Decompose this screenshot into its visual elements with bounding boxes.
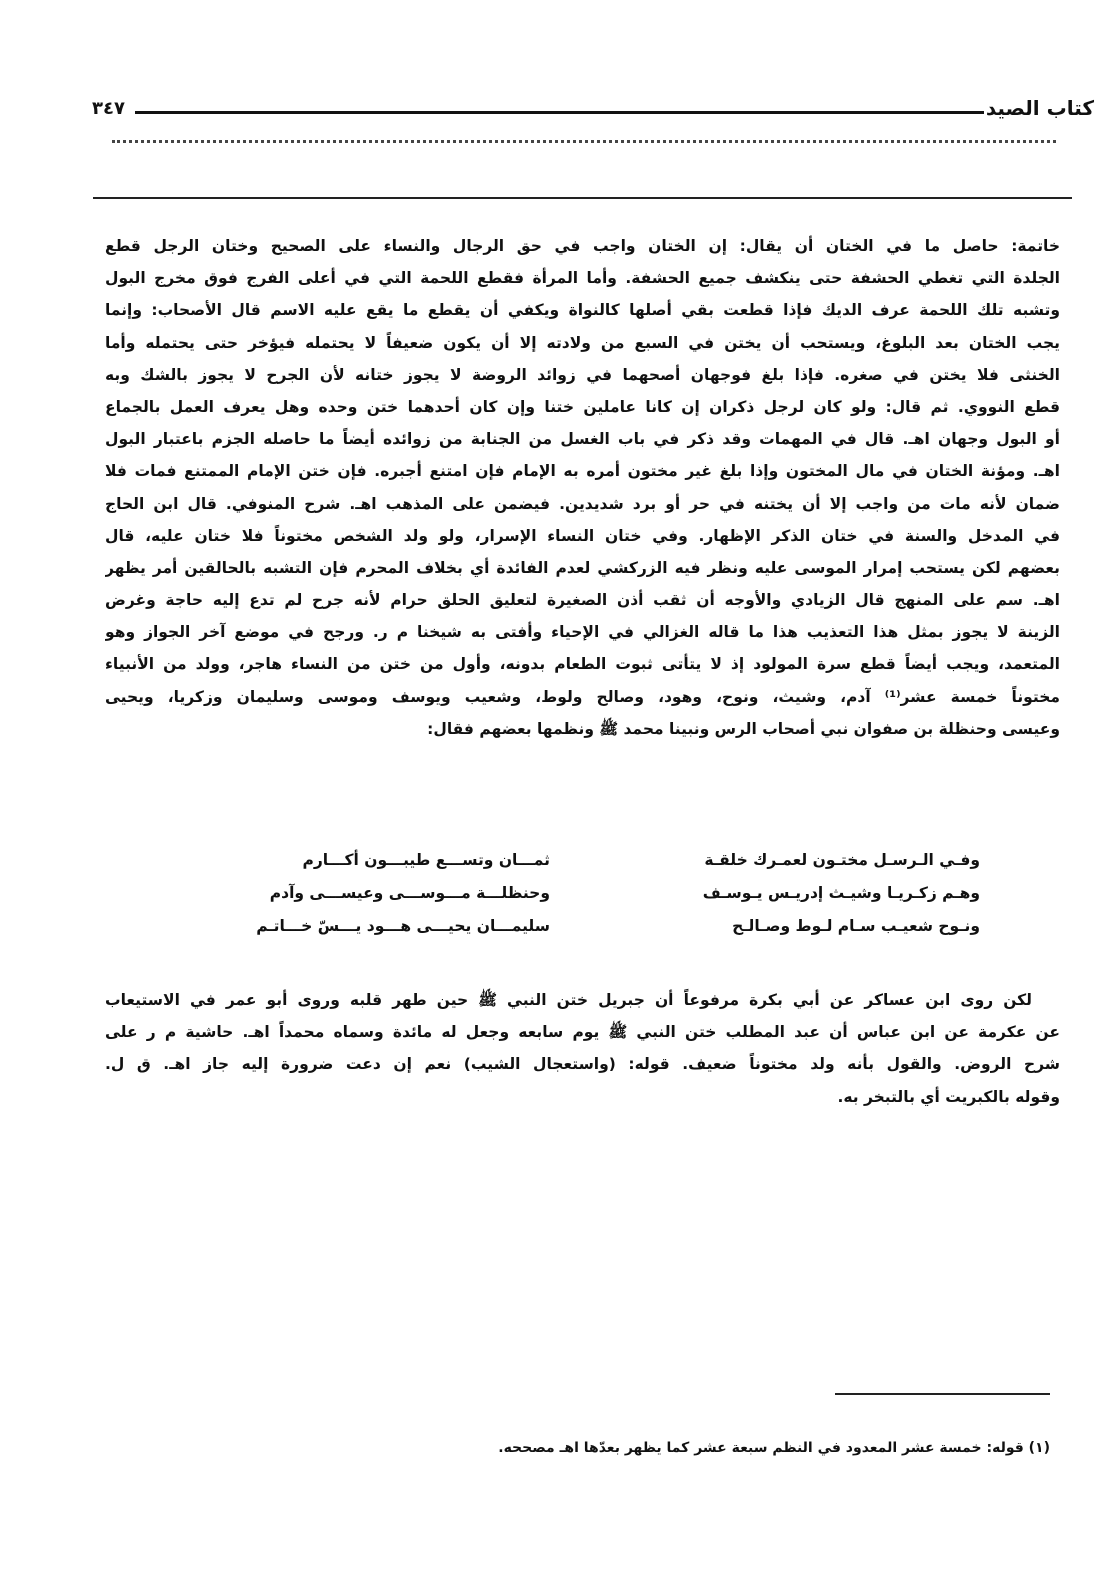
- text-line: الزينة لا يجوز بمثل هذا التعذيب هذا ما قاله الغزالي في الإحياء وأفتى به شيخنا م ر. ورجح في موضع آخر الجواز وهو: [105, 623, 1060, 642]
- verse-first-half: وهـم زكـريـا وشيـث إدريـس يـوسـف: [702, 884, 980, 902]
- text-line: مختوناً خمسة عشر⁽¹⁾ آدم، وشيث، ونوح، وهود، وصالح ولوط، وشعيب ويوسف وموسى وسليمان وزكريا، ويحيى: [105, 687, 1060, 706]
- text-line: أو البول وجهان اهـ. قال في المهمات وقد ذكر في باب الغسل من الجنابة من زوائده أيضاً ما حاصله الجزم باعتبار البول: [105, 430, 1060, 449]
- text-line: الجلدة التي تغطي الحشفة حتى ينكشف جميع الحشفة. وأما المرأة فقطع اللحمة التي في أعلى الفرج فوق مخرج البول: [105, 269, 1060, 288]
- verse-first-half: وفـي الـرسـل مختـون لعمـرك خلقـة: [704, 851, 980, 869]
- verse-second-half: ثمـــان وتســـع طيبـــون أكـــارم: [302, 851, 550, 869]
- dotted-separator: [112, 140, 1056, 143]
- text-line: وعيسى وحنظلة بن صفوان نبي أصحاب الرس ونبينا محمد ﷺ ونظمها بعضهم فقال:: [427, 719, 1060, 738]
- verse-row: [160, 910, 980, 943]
- main-paragraph: [105, 230, 1060, 745]
- verse-row: [160, 844, 980, 877]
- text-line: في المدخل والسنة في ختان الذكر الإظهار. وفي ختان النساء الإسرار، ولو ولد الشخص مختوناً فلا ختان عليه، قال: [105, 526, 1060, 545]
- footnote: (١) قوله: خمسة عشر المعدود في النظم سبعة عشر كما يظهر بعدّها اهـ مصححه.: [498, 1440, 1050, 1456]
- text-line: المتعمد، ويجب أيضاً قطع سرة المولود إذ لا يتأتى ثبوت الطعام بدونه، وأول من ختن من النساء هاجر، وولد من الأنبياء: [105, 655, 1060, 674]
- text-line: وتشبه تلك اللحمة عرف الديك فإذا قطعت بقي أصلها كالنواة ويكفي أن يقطع ما يقع عليه الاسم قال الأصحاب: وإنما: [105, 301, 1060, 320]
- verse-first-half: ونـوح شعيـب سـام لـوط وصـالـح: [732, 917, 980, 935]
- text-line: شرح الروض. والقول بأنه ولد مختوناً ضعيف. قوله: (واستعجال الشيب) نعم إن دعت ضرورة إليه جاز اهـ. ق ل.: [105, 1055, 1060, 1074]
- text-line: بعضهم لكن يستحب إمرار الموسى عليه ونظر فيه الزركشي لعدم الفائدة أي بخلاف المحرم فإن التشبه بالحالقين أمر يظهر: [105, 558, 1060, 577]
- page-number: ٣٤٧: [92, 98, 125, 119]
- text-line: يجب الختان بعد البلوغ، ويستحب أن يختن في السبع من ولادته إلا أن يكون ضعيفاً لا يحتمله فيؤخر حتى يحتمله وأما: [105, 333, 1060, 352]
- text-line: ضمان لأنه مات من واجب إلا أن يختنه في حر أو برد شديدين. فيضمن على المذهب اهـ. شرح المنوفي. قال ابن الحاج: [105, 494, 1060, 513]
- poem: [160, 844, 980, 943]
- text-line: عن عكرمة عن ابن عباس أن عبد المطلب ختن النبي ﷺ يوم سابعه وجعل له مائدة وسماه محمداً اهـ. حاشية م ر على: [105, 1023, 1060, 1042]
- text-line: اهـ. ومؤنة الختان في مال المختون وإذا بلغ غير مختون أمره به الإمام فإن امتنع أجبره. فإن ختن الإمام الممتنع فمات فلا: [105, 462, 1060, 481]
- verse-second-half: سليمـــان يحيـــى هـــود يـــسّ خـــاتـم: [256, 917, 550, 935]
- text-line: قطع النووي. ثم قال: ولو كان لرجل ذكران إن كانا عاملين ختنا وإن كان أحدهما ختن وحده وهل يعرف العمل بالجماع: [105, 397, 1060, 416]
- verse-second-half: وحنظلـــة مـــوســـى وعيســـى وآدم: [269, 884, 550, 902]
- text-line: لكن روى ابن عساكر عن أبي بكرة مرفوعاً أن جبريل ختن النبي ﷺ حين طهر قلبه وروى أبو عمر في الاستيعاب: [105, 991, 1032, 1009]
- text-line: خاتمة: حاصل ما في الختان أن يقال: إن الختان واجب في حق الرجال والنساء على الصحيح وختان الرجل قطع: [105, 237, 1060, 255]
- header-rule: [135, 111, 984, 114]
- section-rule: [93, 197, 1072, 199]
- closing-paragraph: [105, 984, 1060, 1113]
- verse-row: [160, 877, 980, 910]
- text-line: وقوله بالكبريت أي بالتبخر به.: [837, 1087, 1060, 1106]
- text-line: اهـ. سم على المنهج قال الزيادي والأوجه أن ثقب أذن الصغيرة لتعليق الحلق حرام لأنه جرح لم تدع إليه حاجة وغرض: [105, 591, 1060, 610]
- footnote-rule: [835, 1393, 1050, 1395]
- running-header-title: كتاب الصيد: [985, 96, 1094, 120]
- text-line: الخنثى فلا يختن في صغره. فإذا بلغ فوجهان أصحهما في زوائد الروضة لا يجوز ختانه لأن الجرح لا يجوز بالشك وبه: [105, 365, 1060, 384]
